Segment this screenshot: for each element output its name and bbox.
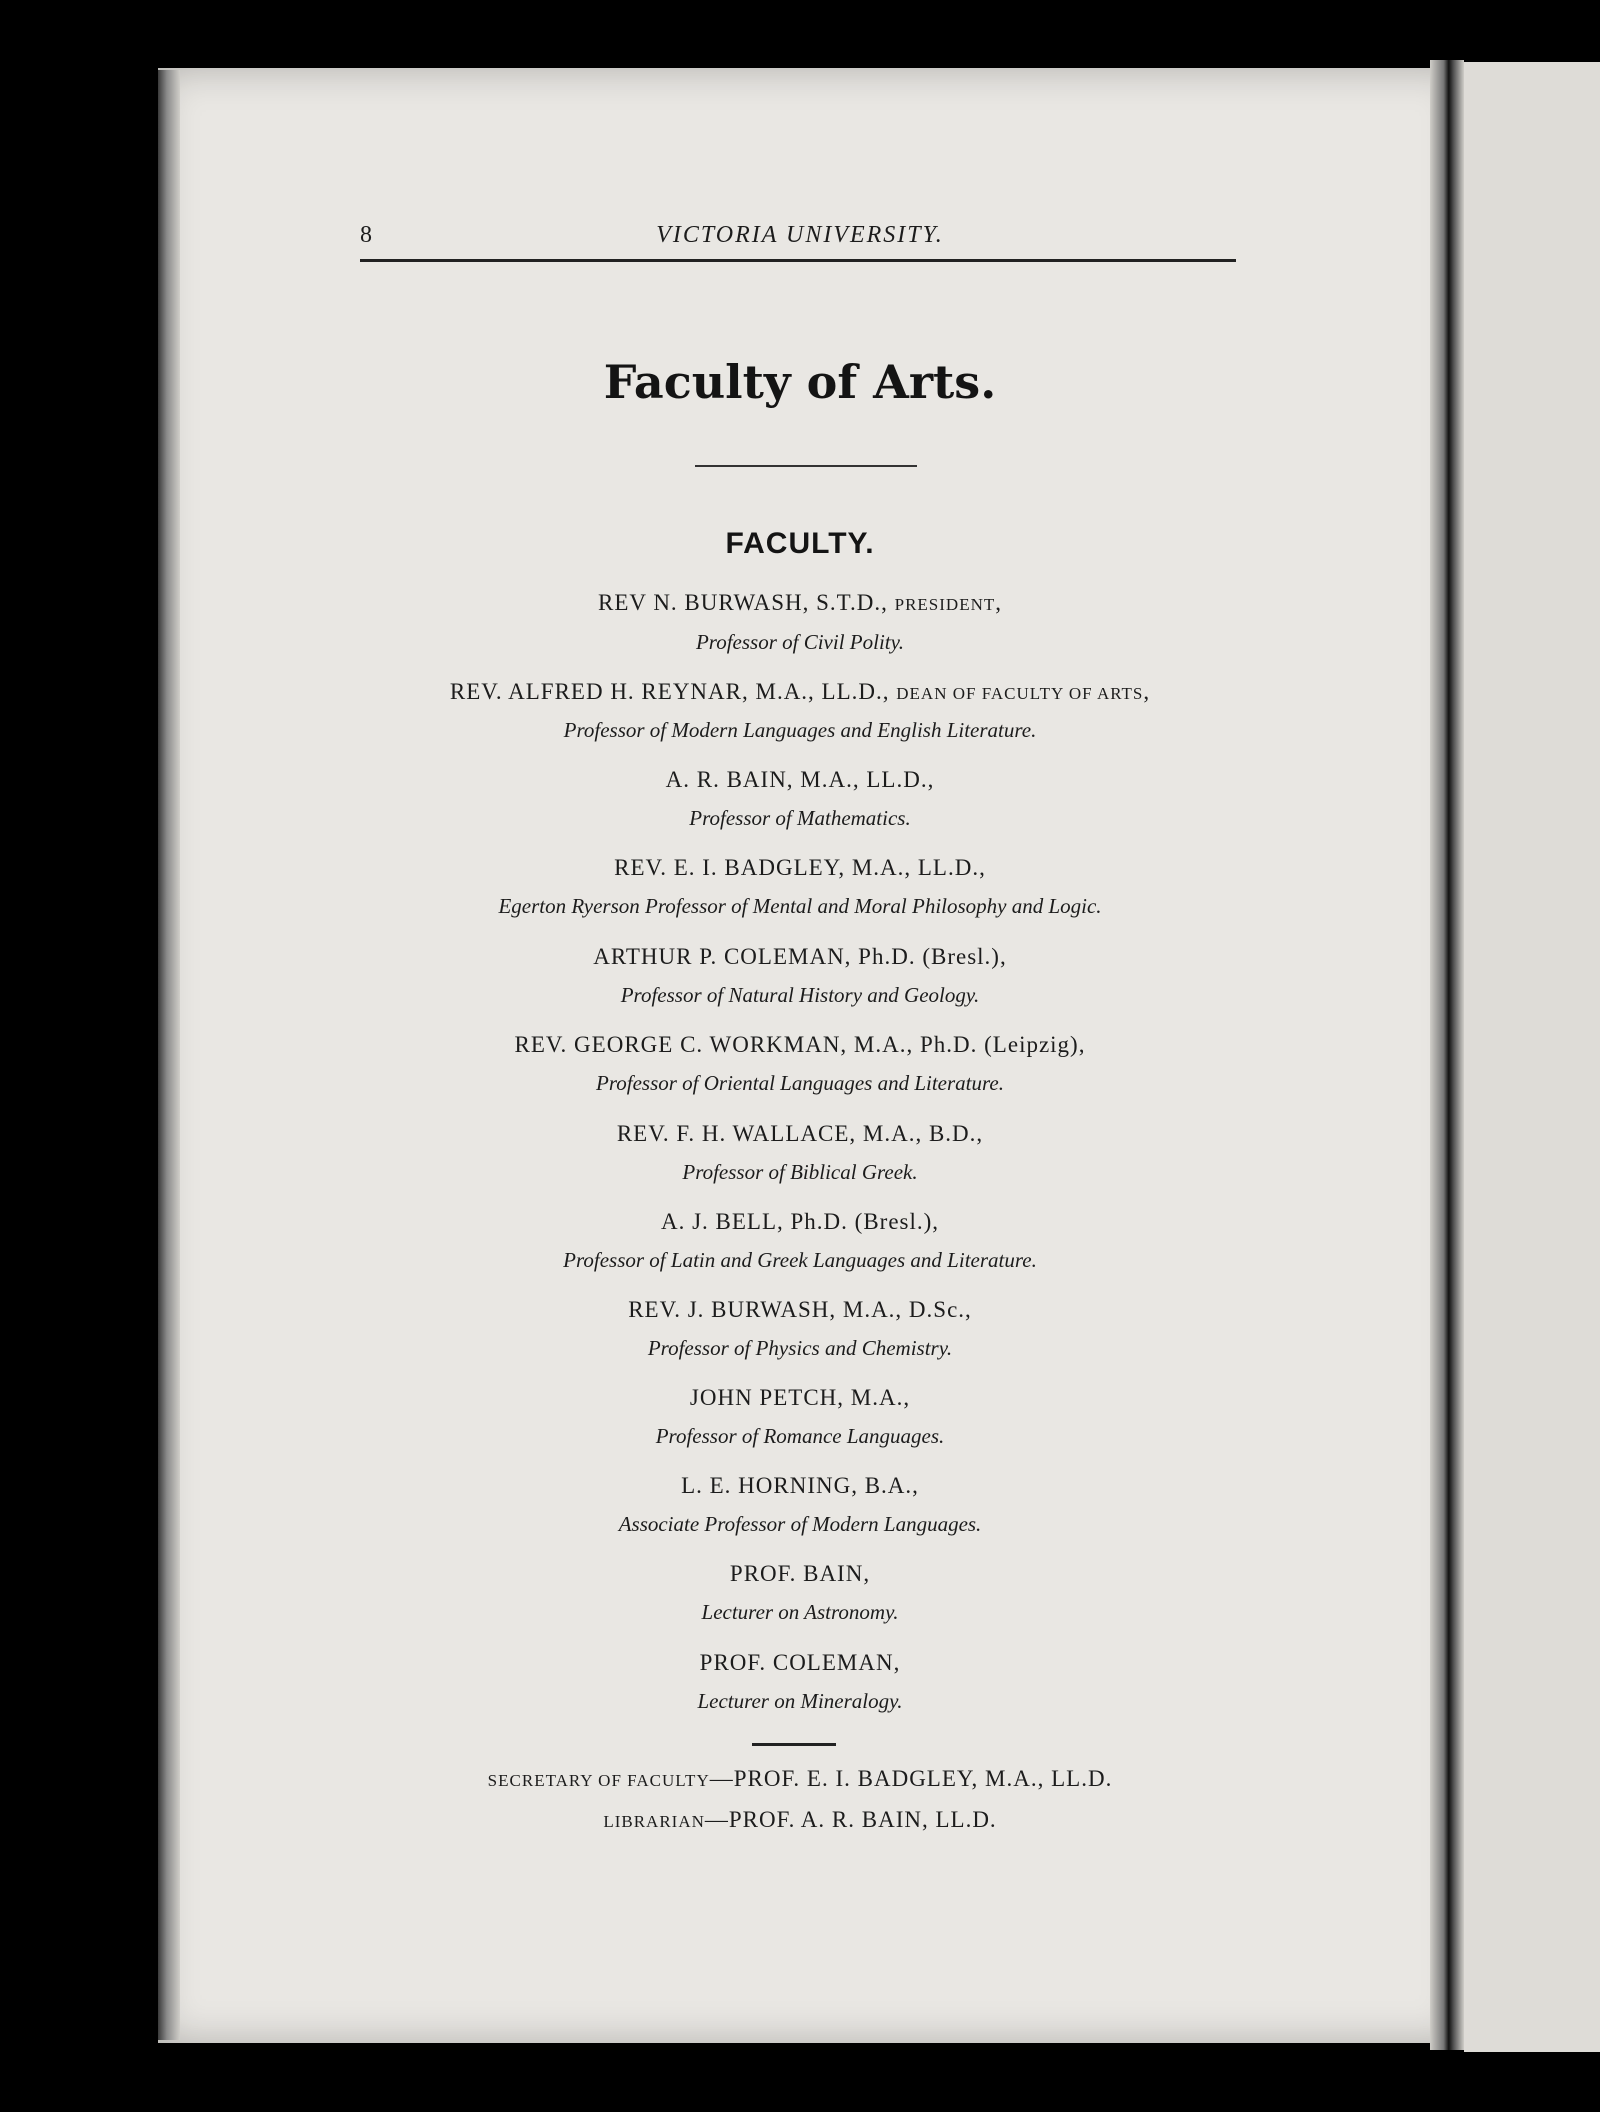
member-role: Lecturer on Astronomy. — [701, 1600, 899, 1624]
secretary-value: —PROF. E. I. BADGLEY, M.A., LL.D. — [709, 1766, 1113, 1791]
facing-page — [1464, 62, 1600, 2052]
member-role: Professor of Oriental Languages and Literature. — [596, 1071, 1004, 1095]
page-left-edge — [158, 70, 180, 2040]
secretary-line — [360, 1766, 1240, 1792]
member-role: Professor of Civil Polity. — [695, 630, 905, 654]
secretary-label: SECRETARY OF FACULTY — [487, 1771, 710, 1790]
member-name: REV. GEORGE C. WORKMAN, M.A., Ph.D. (Leipzig), — [514, 1032, 1086, 1057]
member-role: Professor of Mathematics. — [689, 806, 911, 830]
member-role: Professor of Modern Languages and English Literature. — [563, 718, 1037, 742]
book-gutter — [1430, 60, 1464, 2050]
librarian-line — [360, 1807, 1240, 1833]
member-name: JOHN PETCH, M.A., — [689, 1385, 911, 1410]
member-name: A. J. BELL, Ph.D. (Bresl.), — [660, 1209, 940, 1234]
member-role: Associate Professor of Modern Languages. — [618, 1512, 982, 1536]
member-name: PROF. COLEMAN, — [699, 1650, 901, 1675]
member-role: Lecturer on Mineralogy. — [697, 1689, 903, 1713]
member-name: REV N. BURWASH, S.T.D., PRESIDENT, — [597, 590, 1002, 615]
member-name: REV. J. BURWASH, M.A., D.Sc., — [628, 1297, 972, 1322]
member-role: Professor of Natural History and Geology. — [620, 983, 980, 1007]
running-head: VICTORIA UNIVERSITY. — [656, 222, 944, 248]
faculty-heading: FACULTY. — [725, 527, 875, 560]
member-name: ARTHUR P. COLEMAN, Ph.D. (Bresl.), — [593, 944, 1007, 969]
title-rule — [695, 465, 917, 467]
section-title: Faculty of Arts. — [603, 355, 997, 409]
librarian-value: —PROF. A. R. BAIN, LL.D. — [704, 1807, 997, 1832]
member-name: PROF. BAIN, — [729, 1561, 871, 1586]
page-number: 8 — [360, 222, 372, 248]
member-role: Professor of Latin and Greek Languages and Literature. — [563, 1248, 1037, 1272]
member-name: REV. F. H. WALLACE, M.A., B.D., — [616, 1121, 984, 1146]
member-role: Professor of Romance Languages. — [655, 1424, 945, 1448]
member-role: Professor of Biblical Greek. — [682, 1160, 918, 1184]
end-rule — [752, 1743, 836, 1746]
header-rule — [360, 259, 1236, 262]
member-name: A. R. BAIN, M.A., LL.D., — [665, 767, 935, 792]
member-role: Egerton Ryerson Professor of Mental and Moral Philosophy and Logic. — [498, 894, 1102, 918]
member-name: REV. ALFRED H. REYNAR, M.A., LL.D., DEAN OF FACULTY OF ARTS, — [449, 679, 1151, 704]
member-role: Professor of Physics and Chemistry. — [647, 1336, 953, 1360]
member-name: REV. E. I. BADGLEY, M.A., LL.D., — [614, 855, 986, 880]
member-name: L. E. HORNING, B.A., — [681, 1473, 919, 1498]
librarian-label: LIBRARIAN — [603, 1812, 705, 1831]
